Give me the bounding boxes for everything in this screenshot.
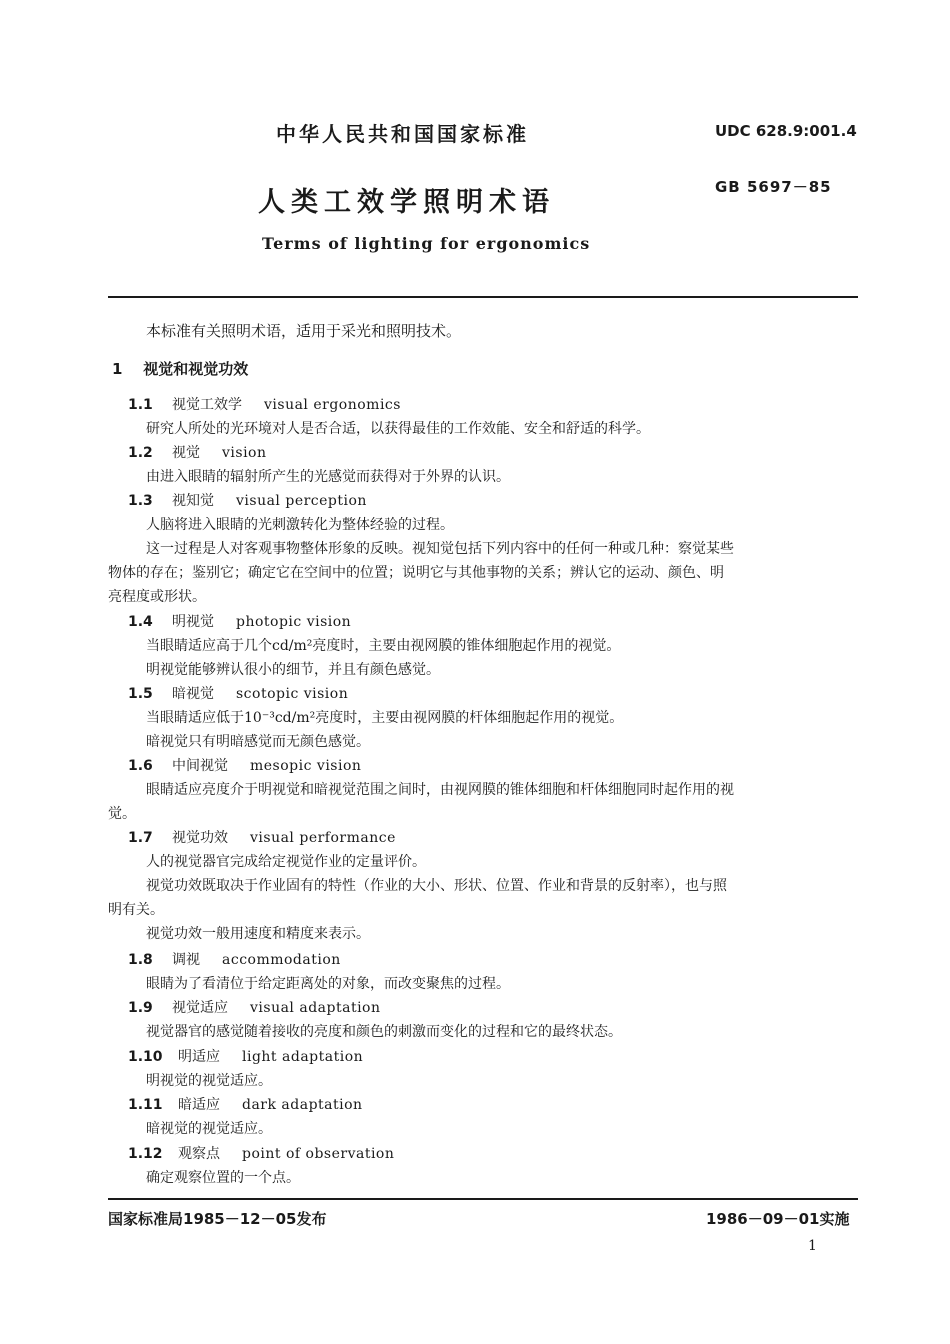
term-definition-line: 明有关。 <box>108 902 164 918</box>
term-heading <box>128 611 351 631</box>
term-heading <box>128 490 367 510</box>
term-definition-line: 视觉器官的感觉随着接收的亮度和颜色的刺激而变化的过程和它的最终状态。 <box>146 1024 622 1040</box>
term-number: 1.9 <box>128 1000 153 1016</box>
footer-divider <box>108 1198 858 1200</box>
term-name-en: accommodation <box>222 952 341 968</box>
term-definition-line: 研究人所处的光环境对人是否合适，以获得最佳的工作效能、安全和舒适的科学。 <box>146 421 650 437</box>
term-definition-line: 眼睛适应亮度介于明视觉和暗视觉范围之间时，由视网膜的锥体细胞和杆体细胞同时起作用的视 <box>146 782 734 798</box>
term-definition-line: 人脑将进入眼睛的光刺激转化为整体经验的过程。 <box>146 517 454 533</box>
term-number: 1.11 <box>128 1097 163 1113</box>
term-number: 1.7 <box>128 830 153 846</box>
term-name-en: visual ergonomics <box>264 397 401 413</box>
term-name-zh: 视觉 <box>172 445 200 461</box>
term-number: 1.5 <box>128 686 153 702</box>
document-title-zh: 人类工效学照明术语 <box>258 187 555 218</box>
term-definition-line: 眼睛为了看清位于给定距离处的对象，而改变聚焦的过程。 <box>146 976 510 992</box>
term-name-zh: 中间视觉 <box>172 758 228 774</box>
issue-date: 国家标准局1985－12－05发布 <box>108 1210 327 1228</box>
section-number: 1 <box>112 360 123 378</box>
term-number: 1.10 <box>128 1049 163 1065</box>
term-number: 1.3 <box>128 493 153 509</box>
term-name-zh: 暗适应 <box>178 1097 220 1113</box>
section-heading <box>112 358 248 379</box>
term-heading <box>128 1094 363 1114</box>
term-name-en: photopic vision <box>236 614 352 630</box>
term-heading <box>128 394 401 414</box>
header-divider <box>108 296 858 298</box>
term-definition-line: 这一过程是人对客观事物整体形象的反映。视知觉包括下列内容中的任何一种或几种：察觉某些 <box>146 541 734 557</box>
term-name-zh: 视觉功效 <box>172 830 228 846</box>
term-definition-line: 由进入眼睛的辐射所产生的光感觉而获得对于外界的认识。 <box>146 469 510 485</box>
term-heading <box>128 949 341 969</box>
term-number: 1.6 <box>128 758 153 774</box>
term-name-en: vision <box>222 445 267 461</box>
term-definition-line: 明视觉能够辨认很小的细节，并且有颜色感觉。 <box>146 662 440 678</box>
term-name-en: visual adaptation <box>250 1000 381 1016</box>
term-name-en: visual perception <box>236 493 367 509</box>
term-number: 1.4 <box>128 614 153 630</box>
udc-code: UDC 628.9:001.4 <box>715 122 857 140</box>
term-definition-line: 人的视觉器官完成给定视觉作业的定量评价。 <box>146 854 426 870</box>
term-number: 1.8 <box>128 952 153 968</box>
term-name-en: dark adaptation <box>242 1097 363 1113</box>
term-heading <box>128 997 381 1017</box>
term-definition-line: 明视觉的视觉适应。 <box>146 1073 272 1089</box>
term-heading <box>128 1143 394 1163</box>
term-definition-line: 暗视觉只有明暗感觉而无颜色感觉。 <box>146 734 370 750</box>
term-name-zh: 调视 <box>172 952 200 968</box>
term-number: 1.1 <box>128 397 153 413</box>
term-definition-line: 觉。 <box>108 806 136 822</box>
term-name-zh: 观察点 <box>178 1146 220 1162</box>
term-name-zh: 视知觉 <box>172 493 214 509</box>
term-heading <box>128 827 396 847</box>
gb-code: GB 5697－85 <box>715 178 832 196</box>
term-name-en: mesopic vision <box>250 758 362 774</box>
intro-paragraph: 本标准有关照明术语，适用于采光和照明技术。 <box>146 322 462 340</box>
term-name-zh: 暗视觉 <box>172 686 214 702</box>
term-heading <box>128 683 348 703</box>
term-number: 1.12 <box>128 1146 163 1162</box>
term-definition-line: 暗视觉的视觉适应。 <box>146 1121 272 1137</box>
term-definition-line: 当眼睛适应低于10⁻³cd/m²亮度时，主要由视网膜的杆体细胞起作用的视觉。 <box>146 710 624 726</box>
term-definition-line: 当眼睛适应高于几个cd/m²亮度时，主要由视网膜的锥体细胞起作用的视觉。 <box>146 638 621 654</box>
term-heading <box>128 1046 363 1066</box>
term-name-zh: 明适应 <box>178 1049 220 1065</box>
term-name-zh: 视觉工效学 <box>172 397 242 413</box>
term-definition-line: 视觉功效一般用速度和精度来表示。 <box>146 926 370 942</box>
term-definition-line: 物体的存在；鉴别它；确定它在空间中的位置；说明它与其他事物的关系；辨认它的运动、颜色、明 <box>108 565 724 581</box>
term-name-en: visual performance <box>250 830 396 846</box>
term-name-zh: 明视觉 <box>172 614 214 630</box>
term-name-en: point of observation <box>242 1146 395 1162</box>
term-definition-line: 视觉功效既取决于作业固有的特性（作业的大小、形状、位置、作业和背景的反射率），也与照 <box>146 878 727 894</box>
term-heading <box>128 755 361 775</box>
section-title: 视觉和视觉功效 <box>143 360 249 378</box>
term-definition-line: 确定观察位置的一个点。 <box>146 1170 300 1186</box>
page-number: 1 <box>808 1238 817 1254</box>
term-number: 1.2 <box>128 445 153 461</box>
term-name-zh: 视觉适应 <box>172 1000 228 1016</box>
term-heading <box>128 442 267 462</box>
term-name-en: light adaptation <box>242 1049 364 1065</box>
effective-date: 1986－09－01实施 <box>706 1210 850 1228</box>
term-name-en: scotopic vision <box>236 686 349 702</box>
standard-type: 中华人民共和国国家标准 <box>276 122 529 146</box>
term-definition-line: 亮程度或形状。 <box>108 589 206 605</box>
document-title-en: Terms of lighting for ergonomics <box>262 234 591 253</box>
